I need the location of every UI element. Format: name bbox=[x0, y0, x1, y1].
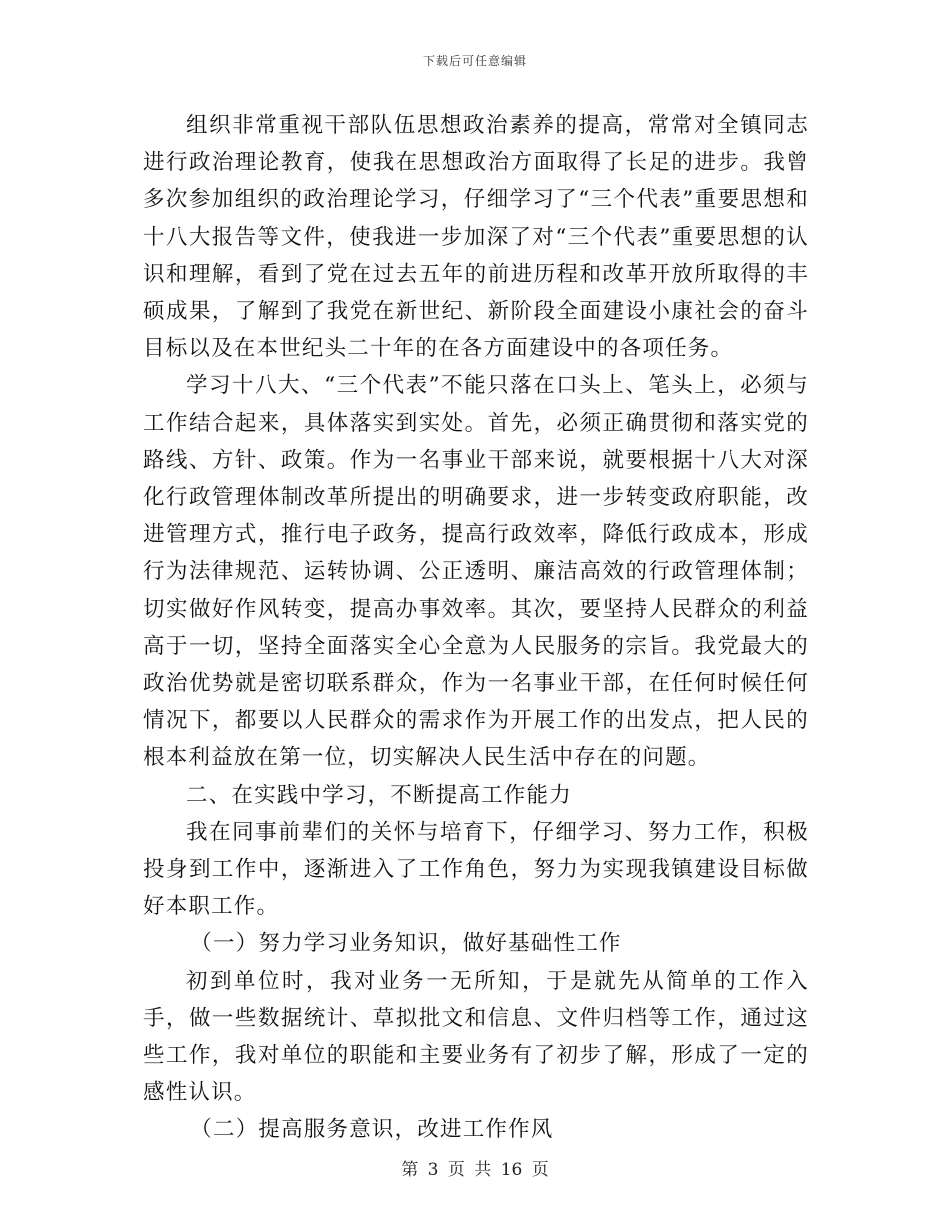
subsection-heading: （二）提高服务意识，改进工作作风 bbox=[190, 1117, 554, 1143]
subsection-heading: （一）努力学习业务知识，做好基础性工作 bbox=[190, 931, 622, 957]
paragraph: 组织非常重视干部队伍思想政治素养的提高，常常对全镇同志进行政治理论教育，使我在思想政治方面取得了长足的进步。我曾多次参加组织的政治理论学习，仔细学习了“三个代表”重要思想和十八大报告等文件，使我进一步加深了对“三个代表”重要思想的认识和理解，看到了党在过去五年的前进历程和改革开放所取得的丰硕成果，了解到了我党在新世纪、新阶段全面建设小康社会的奋斗目标以及在本世纪头二十年的在各方面建设中的各项任务。 bbox=[143, 113, 809, 362]
paragraph: 初到单位时，我对业务一无所知，于是就先从简单的工作入手，做一些数据统计、草拟批文和信息、文件归档等工作，通过这些工作，我对单位的职能和主要业务有了初步了解，形成了一定的感性认识。 bbox=[143, 968, 809, 1106]
document-body bbox=[143, 107, 809, 1149]
paragraph: 学习十八大、“三个代表”不能只落在口头上、笔头上，必须与工作结合起来，具体落实到实处。首先，必须正确贯彻和落实党的路线、方针、政策。作为一名事业干部来说，就要根据十八大对深化行政管理体制改革所提出的明确要求，进一步转变政府职能，改进管理方式，推行电子政务，提高行政效率，降低行政成本，形成行为法律规范、运转协调、公正透明、廉洁高效的行政管理体制；切实做好作风转变，提高办事效率。其次，要坚持人民群众的利益高于一切，坚持全面落实全心全意为人民服务的宗旨。我党最大的政治优势就是密切联系群众，作为一名事业干部，在任何时候任何情况下，都要以人民群众的需求作为开展工作的出发点，把人民的根本利益放在第一位，切实解决人民生活中存在的问题。 bbox=[143, 373, 809, 771]
section-heading: 二、在实践中学习，不断提高工作能力 bbox=[186, 782, 572, 808]
page-number: 第 3 页 共 16 页 bbox=[401, 1160, 549, 1180]
paragraph: 我在同事前辈们的关怀与培育下，仔细学习、努力工作，积极投身到工作中，逐渐进入了工作角色，努力为实现我镇建设目标做好本职工作。 bbox=[143, 819, 809, 920]
page-header: 下载后可任意编辑 bbox=[422, 54, 527, 68]
